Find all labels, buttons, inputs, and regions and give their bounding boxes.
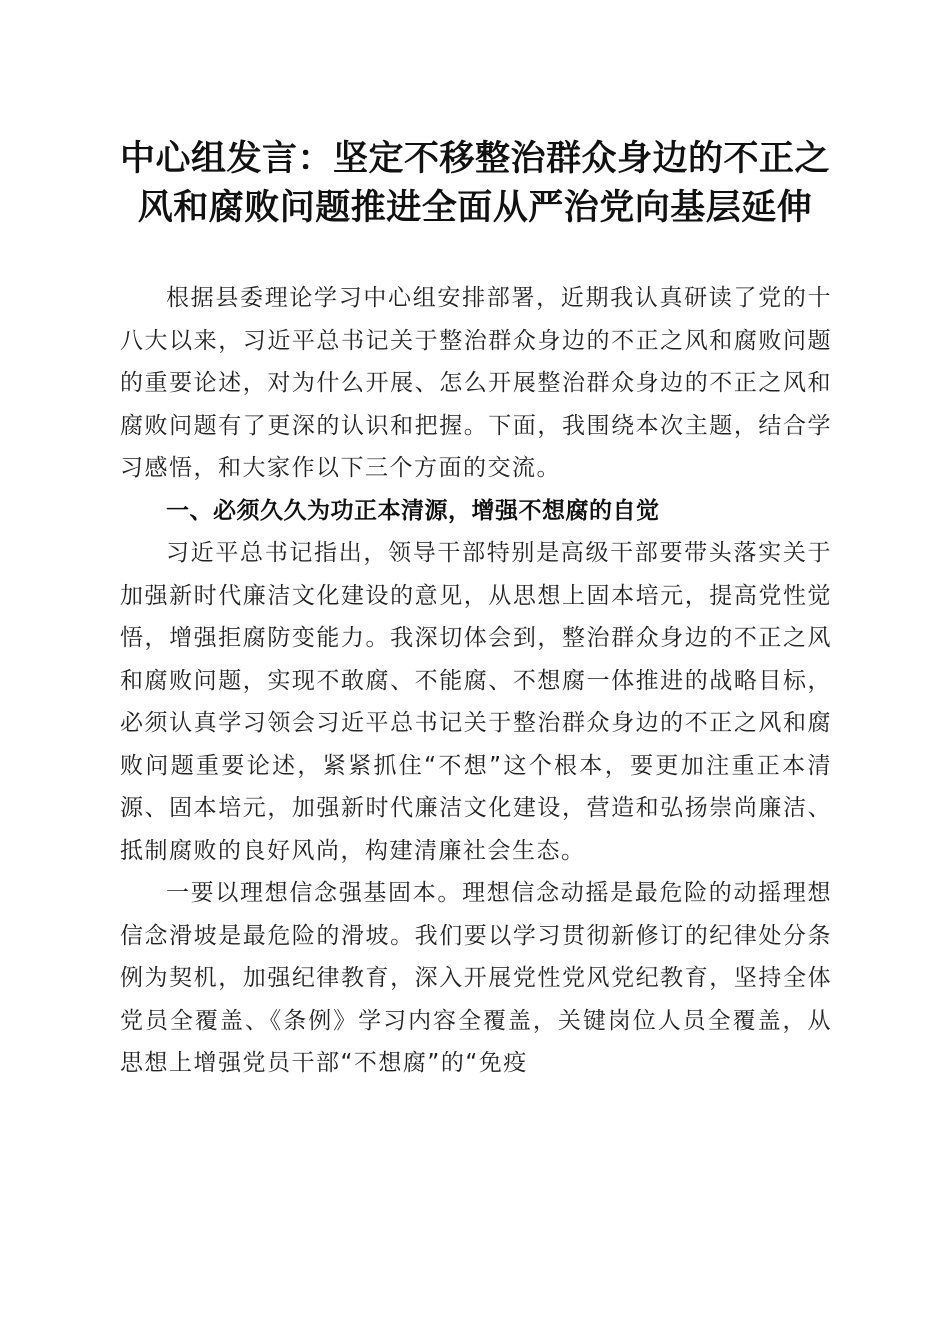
intro-paragraph: 根据县委理论学习中心组安排部署，近期我认真研读了党的十八大以来，习近平总书记关于整治群众身边的不正之风和腐败问题的重要论述，对为什么开展、怎么开展整治群众身边的不正之风和腐败问题有了更深的认识和把握。下面，我围绕本次主题，结合学习感悟，和大家作以下三个方面的交流。 [120,285,832,481]
body-paragraph: 一要以理想信念强基固本。理想信念动摇是最危险的动摇理想信念滑坡是最危险的滑坡。我们要以学习贯彻新修订的纪律处分条例为契机，加强纪律教育，深入开展党性党风党纪教育，坚持全体党员全覆盖、《条例》学习内容全覆盖，关键岗位人员全覆盖，从思想上增强党员干部“不想腐”的“免疫 [120,880,832,1076]
document-body [120,277,832,1085]
body-paragraph: 习近平总书记指出，领导干部特别是高级干部要带头落实关于加强新时代廉洁文化建设的意见，从思想上固本培元，提高党性觉悟，增强拒腐防变能力。我深切体会到，整治群众身边的不正之风和腐败问题，实现不敢腐、不能腐、不想腐一体推进的战略目标，必须认真学习领会习近平总书记关于整治群众身边的不正之风和腐败问题重要论述，紧紧抓住“不想”这个根本，要更加注重正本清源、固本培元，加强新时代廉洁文化建设，营造和弘扬崇尚廉洁、抵制腐败的良好风尚，构建清廉社会生态。 [120,540,832,864]
title-line-2: 风和腐败问题推进全面从严治党向基层延伸 [137,187,813,228]
title-line-1: 中心组发言：坚定不移整治群众身边的不正之 [119,138,830,179]
section-heading-1: 一、必须久久为功正本清源，增强不想腐的自觉 [166,497,660,524]
document-title [110,134,840,232]
